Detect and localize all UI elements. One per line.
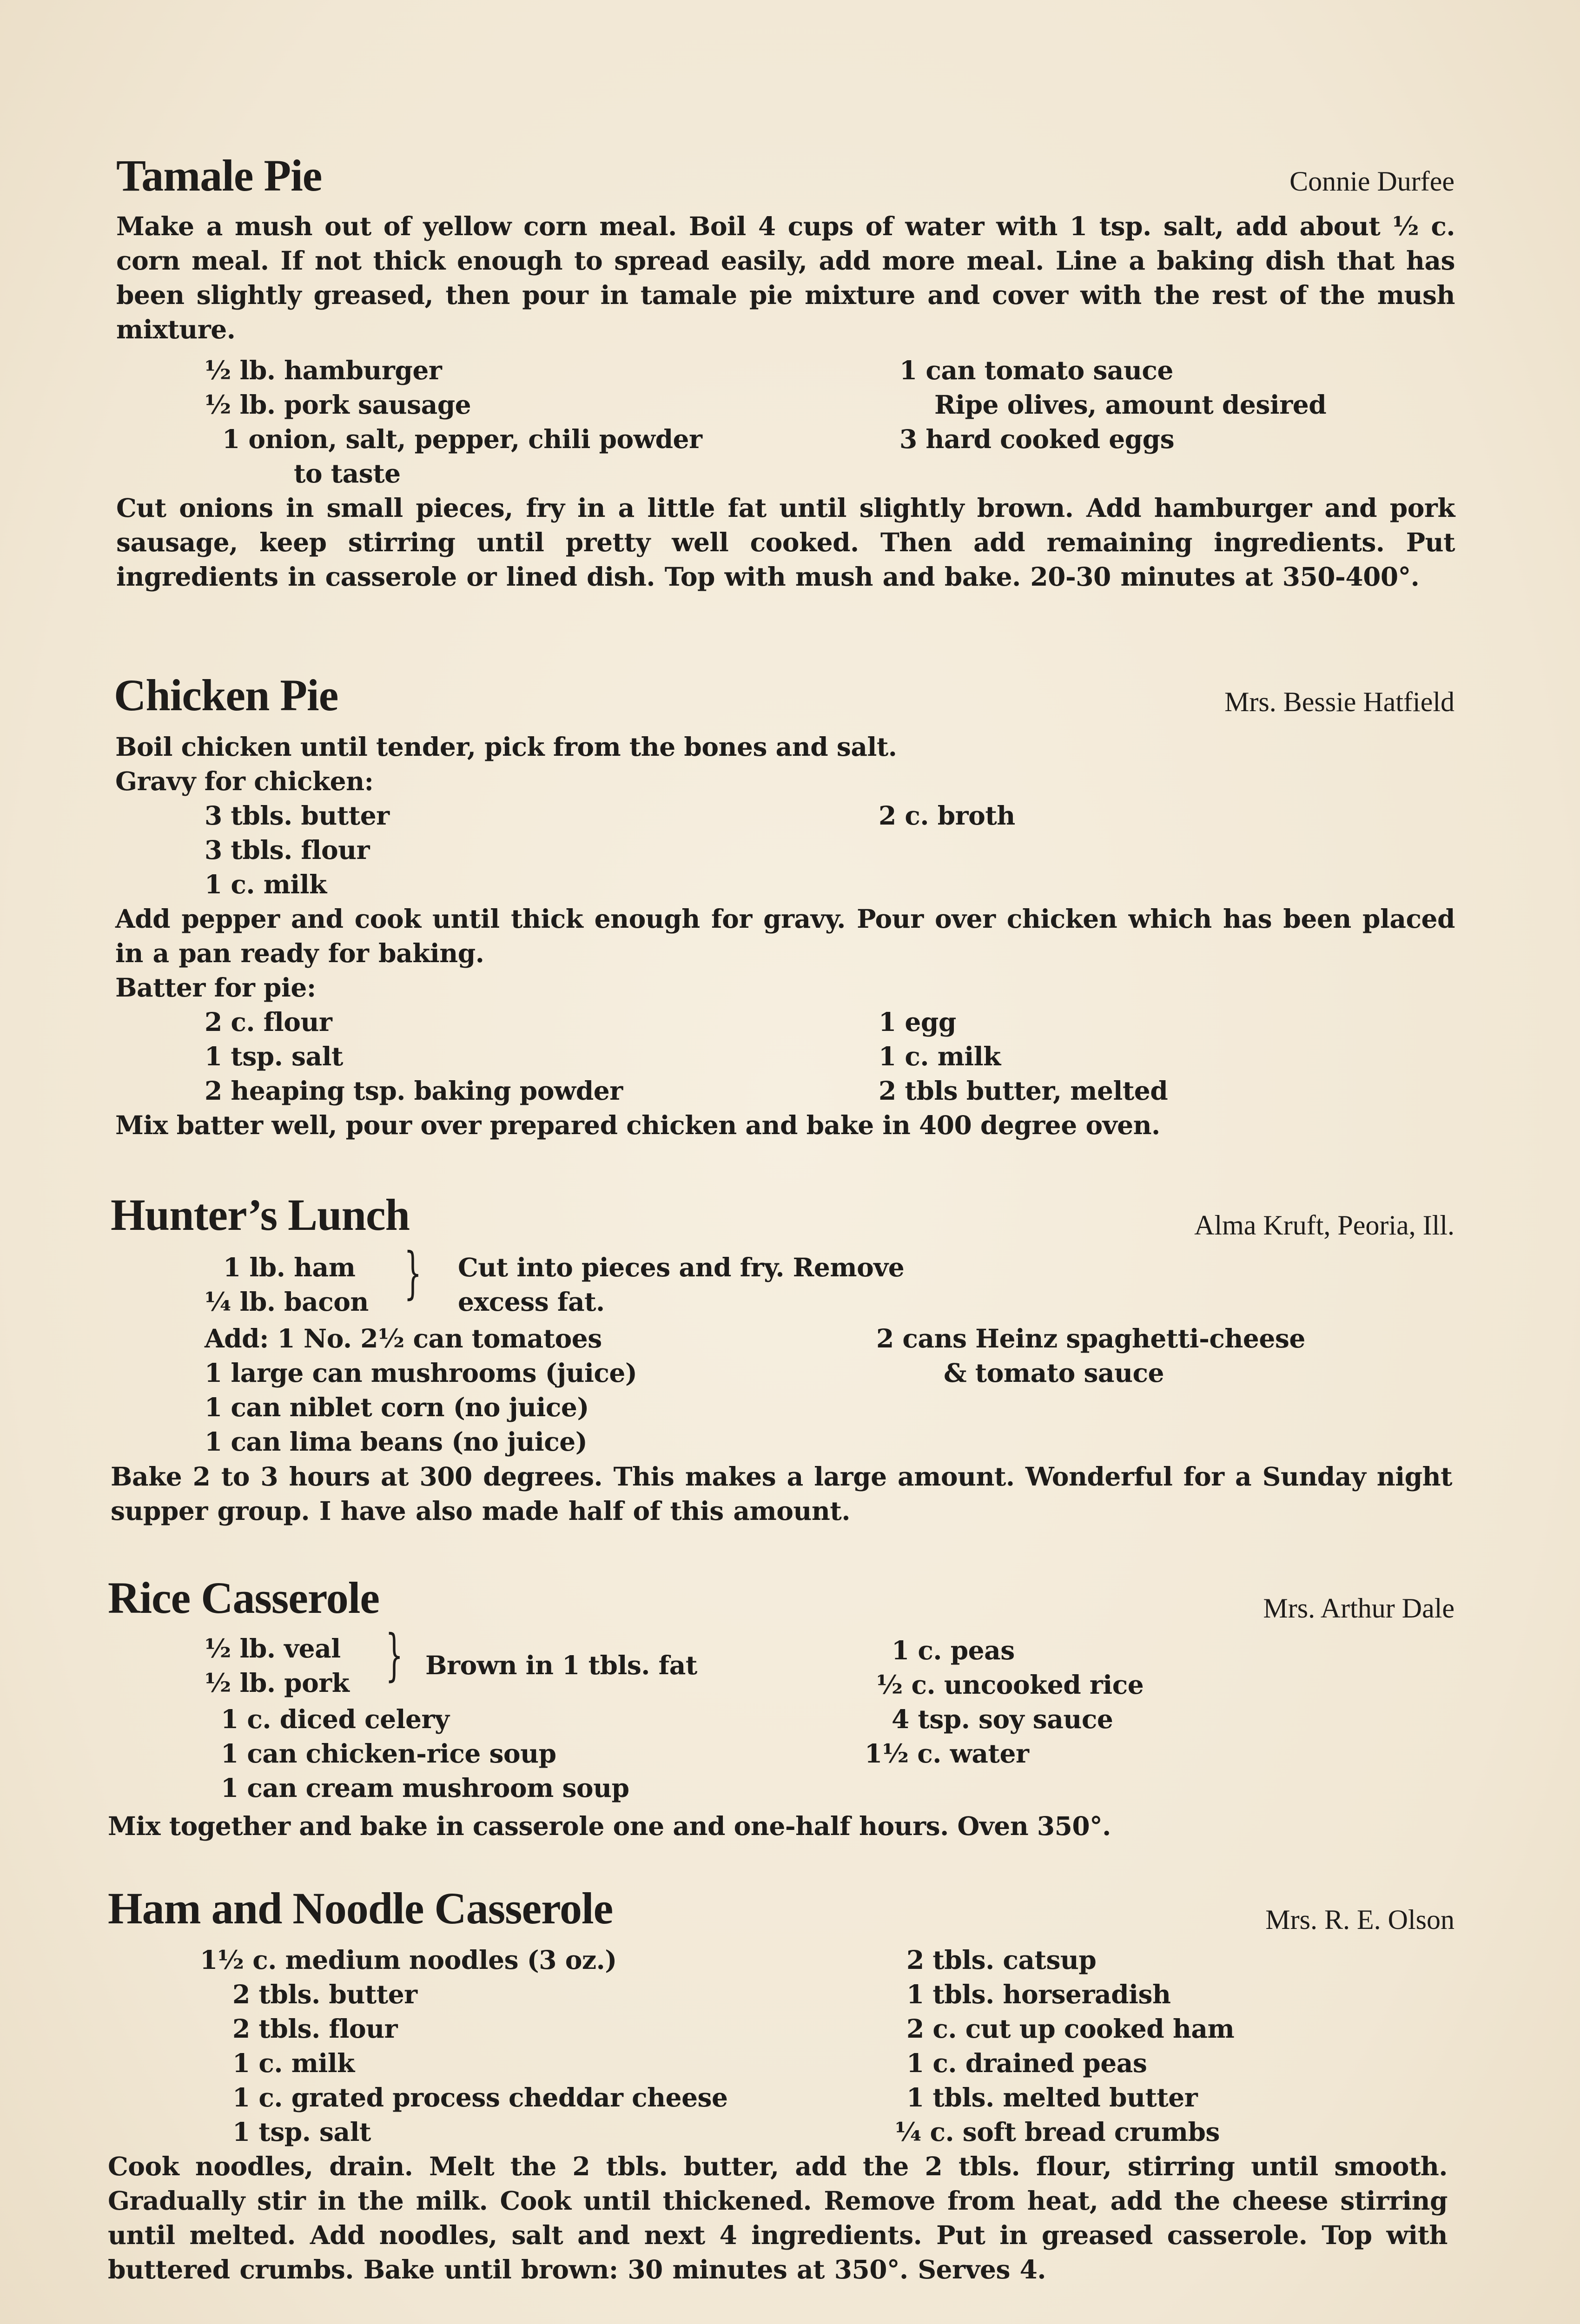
recipe-intro: Make a mush out of yellow corn meal. Boil 4 cups of water with 1 tsp. salt, add about ½ c. corn meal. If not thick enough to spread easily, add more meal. Line a baking dish that has been slightly greased, then pour in tamale pie mixture and cover with the rest of the mush mixture. bbox=[116, 211, 1455, 344]
ingredient: 1 c. milk bbox=[205, 869, 327, 899]
ingredient: ½ c. uncooked rice bbox=[876, 1670, 1144, 1700]
ingredient: & tomato sauce bbox=[944, 1358, 1164, 1388]
ingredient: 1 c. grated process cheddar cheese bbox=[232, 2082, 728, 2113]
ingredient: 1 tbls. horseradish bbox=[906, 1979, 1171, 2009]
recipe-directions: Bake 2 to 3 hours at 300 degrees. This makes a large amount. Wonderful for a Sunday night supper group. I have also made half of this amount. bbox=[111, 1461, 1452, 1526]
ingredient: 1 can niblet corn (no juice) bbox=[205, 1392, 589, 1422]
recipe-author: Mrs. Arthur Dale bbox=[1263, 1593, 1454, 1624]
ingredient: ¼ c. soft bread crumbs bbox=[895, 2117, 1220, 2147]
ingredient: 1 c. diced celery bbox=[221, 1704, 450, 1734]
batter-heading: Batter for pie: bbox=[115, 972, 316, 1003]
ingredient: 3 tbls. flour bbox=[205, 835, 370, 865]
ingredient: 2 tbls. catsup bbox=[906, 1945, 1097, 1975]
ingredient: 1 can lima beans (no juice) bbox=[205, 1426, 588, 1457]
ingredient: 1 c. peas bbox=[892, 1635, 1015, 1665]
recipe-directions: Cut onions in small pieces, fry in a little fat until slightly brown. Add hamburger and pork sausage, keep stirring until pretty well cooked. Then add remaining ingredients. Put ingredients in casserole or lined dish. Top with mush and bake. 20-30 minutes at 350-400°. bbox=[116, 493, 1455, 592]
recipe-title: Ham and Noodle Casserole bbox=[108, 1883, 613, 1933]
ingredient: 4 tsp. soy sauce bbox=[892, 1704, 1113, 1734]
recipe-title: Tamale Pie bbox=[116, 151, 322, 200]
recipe-intro: Boil chicken until tender, pick from the bones and salt. bbox=[115, 732, 897, 762]
ingredient: 2 cans Heinz spaghetti-cheese bbox=[876, 1323, 1305, 1353]
recipe-directions: Cook noodles, drain. Melt the 2 tbls. butter, add the 2 tbls. flour, stirring until smooth. Gradually stir in the milk. Cook until thickened. Remove from heat, add the cheese stirring until melted. Add noodles, salt and next 4 ingredients. Put in greased casserole. Top with buttered crumbs. Bake until brown: 30 minutes at 350°. Serves 4. bbox=[108, 2151, 1448, 2284]
ingredient: ½ lb. pork sausage bbox=[205, 390, 471, 420]
recipe-author: Alma Kruft, Peoria, Ill. bbox=[1194, 1210, 1454, 1241]
gravy-heading: Gravy for chicken: bbox=[115, 766, 374, 796]
ingredient: 1 large can mushrooms (juice) bbox=[205, 1358, 637, 1388]
recipe-title: Chicken Pie bbox=[114, 670, 338, 720]
recipe-author: Mrs. Bessie Hatfield bbox=[1224, 687, 1454, 717]
brace: } bbox=[385, 1623, 403, 1688]
recipe-title: Rice Casserole bbox=[108, 1573, 380, 1623]
ingredient: 2 heaping tsp. baking powder bbox=[205, 1076, 623, 1106]
ingredient: 1 c. drained peas bbox=[906, 2048, 1147, 2078]
ingredient: 3 hard cooked eggs bbox=[899, 424, 1175, 454]
ingredient: to taste bbox=[294, 458, 401, 489]
recipe-title: Hunter’s Lunch bbox=[111, 1190, 410, 1240]
ingredient: ½ lb. veal bbox=[205, 1633, 341, 1664]
gravy-directions: Add pepper and cook until thick enough for gravy. Pour over chicken which has been placed in a pan ready for baking. bbox=[115, 904, 1455, 968]
brace-note: Cut into pieces and fry. Remove bbox=[458, 1252, 905, 1282]
ingredient: Add: 1 No. 2½ can tomatoes bbox=[205, 1323, 602, 1353]
ingredient: 1 can tomato sauce bbox=[899, 355, 1173, 385]
recipe-author: Connie Durfee bbox=[1289, 166, 1454, 197]
ingredient: 1 can cream mushroom soup bbox=[221, 1773, 629, 1803]
ingredient: 1 tsp. salt bbox=[232, 2117, 371, 2147]
ingredient: 1 c. milk bbox=[232, 2048, 355, 2078]
ingredient: 1 onion, salt, pepper, chili powder bbox=[222, 424, 702, 454]
ingredient: 1½ c. water bbox=[865, 1738, 1029, 1769]
brace-note: excess fat. bbox=[458, 1287, 605, 1317]
ingredient: ¼ lb. bacon bbox=[205, 1287, 369, 1317]
ingredient: 2 c. flour bbox=[205, 1007, 332, 1037]
ingredient: 2 tbls. butter bbox=[232, 1979, 417, 2009]
ingredient: ½ lb. hamburger bbox=[205, 355, 442, 385]
recipe-directions: Mix together and bake in casserole one and one-half hours. Oven 350°. bbox=[108, 1811, 1111, 1841]
ingredient: 2 c. cut up cooked ham bbox=[906, 2014, 1235, 2044]
ingredient: 1 lb. ham bbox=[223, 1252, 356, 1282]
ingredient: 1 egg bbox=[879, 1007, 956, 1037]
ingredient: 1 can chicken-rice soup bbox=[221, 1738, 556, 1769]
ingredient: 2 c. broth bbox=[879, 800, 1015, 831]
ingredient: 1½ c. medium noodles (3 oz.) bbox=[200, 1945, 617, 1975]
brace-note: Brown in 1 tbls. fat bbox=[425, 1650, 697, 1680]
ingredient: 3 tbls. butter bbox=[205, 800, 390, 831]
ingredient: 1 tbls. melted butter bbox=[906, 2082, 1198, 2113]
ingredient: ½ lb. pork bbox=[205, 1668, 350, 1698]
recipe-author: Mrs. R. E. Olson bbox=[1265, 1904, 1454, 1935]
ingredient: 2 tbls. flour bbox=[232, 2014, 398, 2044]
recipe-directions: Mix batter well, pour over prepared chicken and bake in 400 degree oven. bbox=[115, 1110, 1160, 1140]
ingredient: 1 tsp. salt bbox=[205, 1041, 343, 1071]
ingredient: 1 c. milk bbox=[879, 1041, 1001, 1071]
brace: } bbox=[404, 1241, 422, 1306]
ingredient: 2 tbls butter, melted bbox=[879, 1076, 1168, 1106]
ingredient: Ripe olives, amount desired bbox=[934, 390, 1327, 420]
